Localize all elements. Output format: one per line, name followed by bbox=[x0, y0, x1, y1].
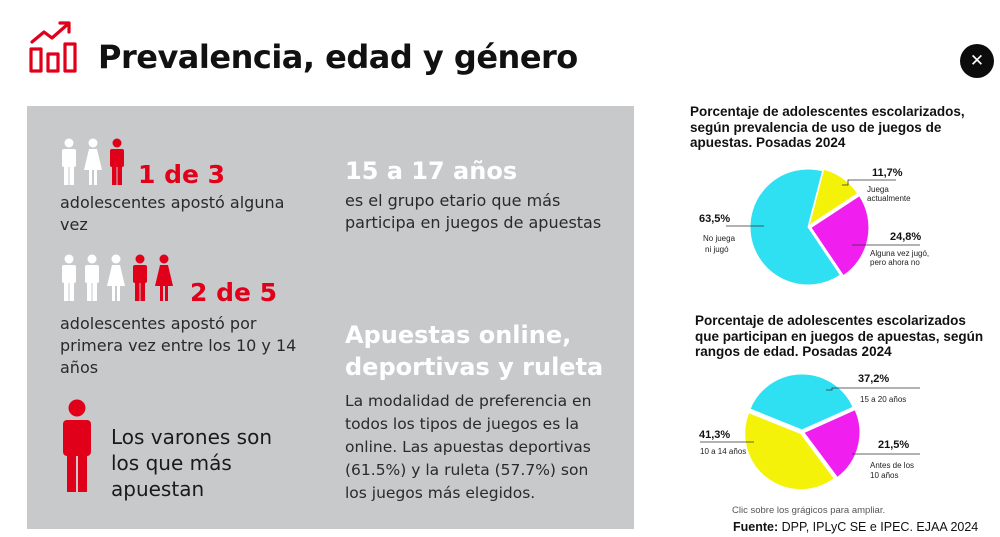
chart-2-title: Porcentaje de adolescentes escolarizados que participan en juegos de apuestas, según rangos de edad. Posadas 2024 bbox=[695, 313, 984, 359]
chart-1-label-juega-1: Juega bbox=[867, 185, 889, 194]
person-female-icon bbox=[154, 254, 174, 302]
close-icon: ✕ bbox=[969, 51, 985, 71]
page-title: Prevalencia, edad y género bbox=[98, 38, 578, 76]
online-heading-line2: deportivas y ruleta bbox=[345, 353, 604, 381]
stat-1-text: adolescentes apostó alguna vez bbox=[60, 193, 285, 234]
chart-2-value-antes-10: 21,5% bbox=[878, 439, 910, 451]
source-label: Fuente: bbox=[733, 520, 779, 534]
stat-1-value: 1 de 3 bbox=[138, 160, 226, 189]
chart-2-label-antes-10-2: 10 años bbox=[870, 471, 899, 480]
stat-3-text: Los varones son los que más apuestan bbox=[111, 425, 273, 501]
chart-1-label-alguna-vez-2: pero ahora no bbox=[870, 258, 920, 267]
people-group-1 bbox=[60, 138, 126, 186]
person-female-icon bbox=[83, 138, 103, 186]
person-male-red-icon bbox=[60, 399, 94, 493]
source-line bbox=[733, 520, 978, 534]
person-male-icon bbox=[83, 254, 101, 302]
stat-2-text: adolescentes apostó por primera vez entre los 10 y 14 años bbox=[60, 314, 297, 377]
chart-2-label-10-14: 10 a 14 años bbox=[700, 447, 747, 456]
person-male-icon bbox=[131, 254, 149, 302]
info-panel bbox=[27, 106, 634, 529]
age-text: es el grupo etario que más participa en juegos de apuestas bbox=[345, 191, 602, 232]
pie-chart-prevalence[interactable] bbox=[680, 160, 960, 300]
chart-1-label-no-juega-1: No juega bbox=[703, 234, 736, 243]
chart-click-note: Clic sobre los grágicos para ampliar. bbox=[732, 505, 886, 516]
pie-chart-age[interactable] bbox=[680, 362, 960, 502]
chart-1-title: Porcentaje de adolescentes escolarizados, según prevalencia de uso de juegos de apuestas. Posadas 2024 bbox=[690, 104, 965, 150]
people-group-2 bbox=[60, 254, 174, 302]
bar-chart-growth-icon bbox=[28, 18, 80, 74]
chart-1-label-juega-2: actualmente bbox=[867, 194, 911, 203]
chart-2-value-15-20: 37,2% bbox=[858, 373, 890, 385]
chart-1-label-alguna-vez-1: Alguna vez jugó, bbox=[870, 249, 930, 258]
online-text: La modalidad de preferencia en todos los tipos de juegos es la online. Las apuestas deportivas (61.5%) y la ruleta (57.7%) son los juegos más elegidos. bbox=[345, 392, 592, 502]
age-heading: 15 a 17 años bbox=[345, 157, 518, 185]
person-male-icon bbox=[60, 254, 78, 302]
chart-1-value-juega: 11,7% bbox=[872, 167, 903, 179]
chart-1-label-no-juega-2: ni jugó bbox=[705, 245, 729, 254]
person-male-icon bbox=[60, 138, 78, 186]
close-button[interactable] bbox=[960, 44, 994, 78]
source-text: DPP, IPLyC SE e IPEC. EJAA 2024 bbox=[781, 520, 979, 534]
person-male-icon bbox=[108, 138, 126, 186]
chart-2-value-10-14: 41,3% bbox=[699, 429, 731, 441]
online-heading-line1: Apuestas online, bbox=[345, 321, 572, 349]
stat-2-value: 2 de 5 bbox=[190, 278, 278, 307]
chart-2-label-15-20: 15 a 20 años bbox=[860, 395, 907, 404]
chart-1-value-alguna-vez: 24,8% bbox=[890, 231, 922, 243]
chart-1-value-no-juega: 63,5% bbox=[699, 213, 731, 225]
person-female-icon bbox=[106, 254, 126, 302]
chart-2-label-antes-10-1: Antes de los bbox=[870, 461, 915, 470]
